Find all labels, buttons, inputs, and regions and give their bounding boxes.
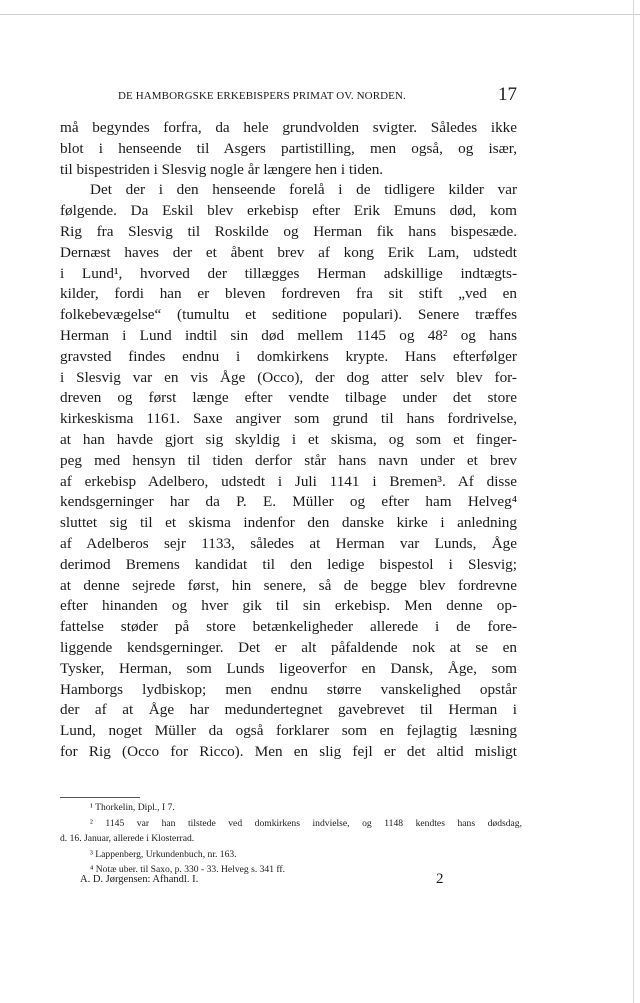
footnote: ¹ Thorkelin, Dipl., I 7. xyxy=(90,802,175,813)
text-line: der af at Åge har medundertegnet gavebrevet til Herman i xyxy=(60,701,517,719)
footnotes xyxy=(60,800,522,878)
footnote: ³ Lappenberg, Urkundenbuch, nr. 163. xyxy=(90,848,237,860)
text-line: følgende. Da Eskil blev erkebisp efter Erik Emuns død, kom xyxy=(60,202,517,220)
text-line: efter hinanden og hver gik til sin erkebisp. Men denne op- xyxy=(60,597,517,615)
footnote: ² 1145 var han tilstede ved domkirkens indvielse, og 1148 kendtes hans dødsdag, xyxy=(90,817,522,829)
text-line: kirkeskisma 1161. Saxe angiver som grund til hans fordrivelse, xyxy=(60,410,517,428)
scan-top-edge xyxy=(0,0,640,15)
body-text xyxy=(60,118,517,763)
text-line: i Lund¹, hvorved der tillægges Herman adskillige indtægts- xyxy=(60,264,517,282)
text-line: af Adelberos sejr 1133, således at Herman var Lunds, Åge xyxy=(60,534,517,552)
footnote-divider xyxy=(60,797,140,798)
running-title: DE HAMBORGSKE ERKEBISPERS PRIMAT OV. NORDEN. xyxy=(118,90,406,102)
text-line: sluttet sig til et skisma indenfor den danske kirke i anledning xyxy=(60,514,517,532)
text-line: blot i henseende til Asgers partistilling, men også, og især, xyxy=(60,139,517,157)
text-line: af erkebisp Adelbero, udstedt i Juli 1141 i Bremen³. Af disse xyxy=(60,472,517,490)
text-line: folkebevægelse“ (tumultu et seditione populari). Senere træffes xyxy=(60,306,517,324)
text-line: i Slesvig var en vis Åge (Occo), der dog atter selv blev for- xyxy=(60,368,517,386)
scan-right-edge xyxy=(633,0,640,1003)
page-number: 17 xyxy=(498,84,517,105)
text-line: kendsgerninger har da P. E. Müller og efter ham Helveg⁴ xyxy=(60,493,517,511)
signature-text: A. D. Jørgensen: Afhandl. I. xyxy=(80,874,199,885)
text-line: derimod Bremens kandidat til den ledige bispestol i Slesvig; xyxy=(60,555,517,573)
text-line: at han havde gjort sig skyldig i et skisma, og som et finger- xyxy=(60,430,517,448)
text-line: peg med hensyn til tiden derfor står hans navn under et brev xyxy=(60,451,517,469)
text-line: kilder, fordi han er bleven fordreven fra sit stift „ved en xyxy=(60,285,517,303)
text-line: at denne sejrede først, hin senere, så de begge blev fordrevne xyxy=(60,576,517,594)
text-line: Det der i den henseende forelå i de tidligere kilder var xyxy=(90,181,517,199)
footnote-continuation: d. 16. Januar, allerede i Klosterrad. xyxy=(60,833,195,844)
footnote: ⁴ Notæ uber. til Saxo, p. 330 - 33. Helveg s. 341 ff. xyxy=(90,864,286,875)
text-line: Hamborgs lydbiskop; men endnu større vanskelighed opstår xyxy=(60,680,517,698)
text-line: Herman i Lund indtil sin død mellem 1145 og 48² og hans xyxy=(60,326,517,344)
text-line: gravsted findes endnu i domkirkens krypte. Hans efterfølger xyxy=(60,347,517,365)
text-line: må begyndes forfra, da hele grundvolden svigter. Således ikke xyxy=(60,119,517,136)
text-line: Rig fra Slesvig til Roskilde og Herman fik hans bispesæde. xyxy=(60,222,517,240)
text-line: Dernæst haves der et åbent brev af kong Erik Lam, udstedt xyxy=(60,243,517,261)
text-line: for Rig (Occo for Ricco). Men en slig fejl er det altid misligt xyxy=(60,742,517,760)
text-line: fattelse støder på store betænkeligheder allerede i de fore- xyxy=(60,618,517,636)
text-line: Lund, noget Müller da også forklarer som en fejlagtig læsning xyxy=(60,722,517,740)
text-line: Tysker, Herman, som Lunds ligeoverfor en Dansk, Åge, som xyxy=(60,659,517,677)
printer-signature xyxy=(80,871,460,890)
text-line: til bispestriden i Slesvig nogle år længere hen i tiden. xyxy=(60,160,384,178)
text-line: dreven og først længe efter vendte tilbage under det store xyxy=(60,389,517,407)
sheet-number: 2 xyxy=(436,871,444,887)
page-header xyxy=(60,84,517,108)
text-line: liggende kendsgerninger. Det er alt påfaldende nok at se en xyxy=(60,638,517,656)
